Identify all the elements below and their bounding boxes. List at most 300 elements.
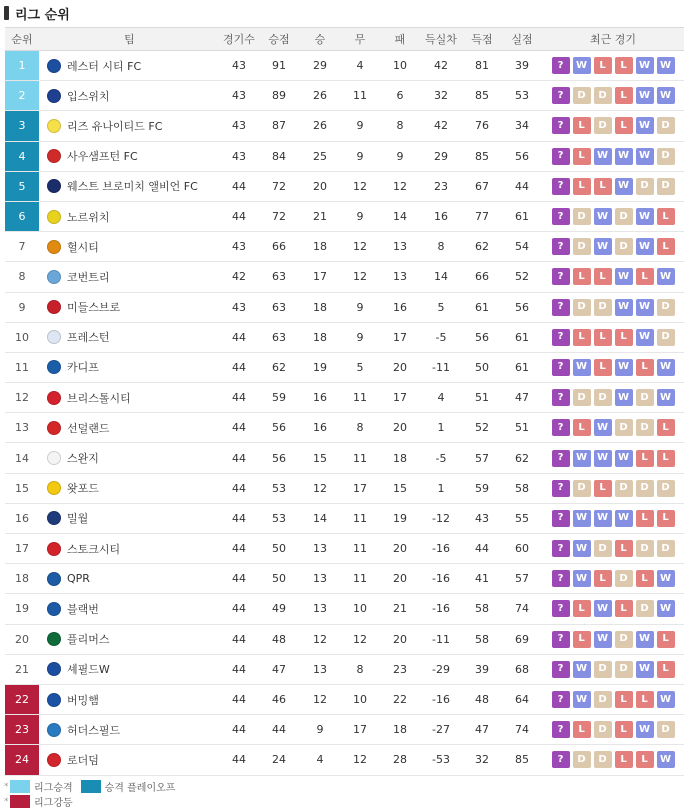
team-name[interactable]: 리즈 유나이티드 FC bbox=[67, 119, 163, 133]
draws-cell: 5 bbox=[340, 352, 380, 382]
team-name[interactable]: 프레스턴 bbox=[67, 331, 110, 345]
form-badge: L bbox=[636, 570, 654, 587]
team-name[interactable]: 미들스브로 bbox=[67, 301, 121, 315]
points-cell: 66 bbox=[258, 232, 300, 262]
draws-cell: 11 bbox=[340, 534, 380, 564]
team-name[interactable]: 플리머스 bbox=[67, 633, 110, 647]
team-cell[interactable] bbox=[39, 624, 220, 654]
games-cell: 44 bbox=[220, 745, 258, 775]
form-badge: L bbox=[594, 268, 612, 285]
form-badge: L bbox=[615, 751, 633, 768]
table-row[interactable] bbox=[5, 534, 684, 564]
form-badge: W bbox=[594, 600, 612, 617]
team-name[interactable]: 카디프 bbox=[67, 361, 99, 375]
next-match-badge[interactable]: ? bbox=[552, 148, 570, 165]
draws-cell: 4 bbox=[340, 51, 380, 81]
next-match-badge[interactable]: ? bbox=[552, 117, 570, 134]
next-match-badge[interactable]: ? bbox=[552, 208, 570, 225]
team-name[interactable]: 선덜랜드 bbox=[67, 421, 110, 435]
table-row[interactable] bbox=[5, 715, 684, 745]
draws-cell: 9 bbox=[340, 141, 380, 171]
form-badge: W bbox=[573, 691, 591, 708]
team-cell[interactable] bbox=[39, 81, 220, 111]
form-badge: D bbox=[594, 661, 612, 678]
goals-for-cell: 61 bbox=[462, 292, 502, 322]
table-row[interactable] bbox=[5, 201, 684, 231]
wins-cell: 25 bbox=[300, 141, 340, 171]
form-badge: D bbox=[657, 721, 675, 738]
form-badge: L bbox=[636, 691, 654, 708]
team-crest-icon bbox=[47, 119, 61, 133]
draws-cell: 10 bbox=[340, 684, 380, 714]
wins-cell: 4 bbox=[300, 745, 340, 775]
team-cell[interactable] bbox=[39, 201, 220, 231]
draws-cell: 9 bbox=[340, 111, 380, 141]
goals-against-cell: 53 bbox=[502, 81, 542, 111]
recent-form-cell bbox=[542, 564, 684, 594]
table-row[interactable] bbox=[5, 81, 684, 111]
rank-cell: 8 bbox=[5, 262, 39, 292]
draws-cell: 11 bbox=[340, 564, 380, 594]
next-match-badge[interactable]: ? bbox=[552, 419, 570, 436]
goals-for-cell: 41 bbox=[462, 564, 502, 594]
team-crest-icon bbox=[47, 240, 61, 254]
next-match-badge[interactable]: ? bbox=[552, 570, 570, 587]
form-badge: W bbox=[594, 208, 612, 225]
form-badge: W bbox=[636, 299, 654, 316]
goals-for-cell: 51 bbox=[462, 383, 502, 413]
team-name[interactable]: 코번트리 bbox=[67, 270, 110, 284]
form-badge: L bbox=[594, 57, 612, 74]
form-badge: W bbox=[636, 117, 654, 134]
draws-cell: 9 bbox=[340, 292, 380, 322]
team-crest-icon bbox=[47, 723, 61, 737]
goals-against-cell: 52 bbox=[502, 262, 542, 292]
form-badge: D bbox=[573, 480, 591, 497]
losses-cell: 6 bbox=[380, 81, 420, 111]
goal-diff-cell: 29 bbox=[420, 141, 462, 171]
table-row[interactable] bbox=[5, 443, 684, 473]
next-match-badge[interactable]: ? bbox=[552, 631, 570, 648]
table-row[interactable] bbox=[5, 473, 684, 503]
goals-against-cell: 74 bbox=[502, 715, 542, 745]
team-name[interactable]: 웨스트 브로미치 앨비언 FC bbox=[67, 180, 198, 194]
team-cell[interactable] bbox=[39, 564, 220, 594]
goals-for-cell: 58 bbox=[462, 594, 502, 624]
games-cell: 44 bbox=[220, 594, 258, 624]
form-badge: D bbox=[636, 389, 654, 406]
team-cell[interactable] bbox=[39, 262, 220, 292]
team-cell[interactable] bbox=[39, 111, 220, 141]
team-cell[interactable] bbox=[39, 322, 220, 352]
rank-cell: 20 bbox=[5, 624, 39, 654]
team-cell[interactable] bbox=[39, 292, 220, 322]
team-cell[interactable] bbox=[39, 352, 220, 382]
losses-cell: 13 bbox=[380, 262, 420, 292]
goal-diff-cell: -29 bbox=[420, 654, 462, 684]
next-match-badge[interactable]: ? bbox=[552, 87, 570, 104]
team-name[interactable]: 스완지 bbox=[67, 452, 99, 466]
form-badge: D bbox=[615, 208, 633, 225]
next-match-badge[interactable]: ? bbox=[552, 751, 570, 768]
wins-cell: 16 bbox=[300, 413, 340, 443]
losses-cell: 19 bbox=[380, 503, 420, 533]
form-badge: W bbox=[573, 540, 591, 557]
goals-against-cell: 64 bbox=[502, 684, 542, 714]
goal-diff-cell: -16 bbox=[420, 564, 462, 594]
goals-for-cell: 57 bbox=[462, 443, 502, 473]
games-cell: 44 bbox=[220, 715, 258, 745]
team-name[interactable]: QPR bbox=[67, 572, 90, 586]
next-match-badge[interactable]: ? bbox=[552, 359, 570, 376]
form-badge: W bbox=[636, 631, 654, 648]
form-badge: D bbox=[636, 419, 654, 436]
goals-for-cell: 76 bbox=[462, 111, 502, 141]
team-name[interactable]: 헐시티 bbox=[67, 240, 99, 254]
team-name[interactable]: 로더덤 bbox=[67, 753, 99, 767]
draws-cell: 11 bbox=[340, 443, 380, 473]
form-badge: L bbox=[573, 117, 591, 134]
form-badge: W bbox=[615, 510, 633, 527]
rank-cell: 19 bbox=[5, 594, 39, 624]
form-badge: W bbox=[615, 450, 633, 467]
table-row[interactable] bbox=[5, 232, 684, 262]
form-badge: L bbox=[615, 540, 633, 557]
goal-diff-cell: 8 bbox=[420, 232, 462, 262]
team-name[interactable]: 사우샘프턴 FC bbox=[67, 150, 138, 164]
draws-cell: 9 bbox=[340, 322, 380, 352]
losses-cell: 20 bbox=[380, 534, 420, 564]
standings-table bbox=[5, 27, 684, 776]
games-cell: 43 bbox=[220, 111, 258, 141]
team-cell[interactable] bbox=[39, 594, 220, 624]
form-badge: L bbox=[573, 329, 591, 346]
next-match-badge[interactable]: ? bbox=[552, 57, 570, 74]
next-match-badge[interactable]: ? bbox=[552, 450, 570, 467]
wins-cell: 9 bbox=[300, 715, 340, 745]
team-cell[interactable] bbox=[39, 51, 220, 81]
goals-against-cell: 58 bbox=[502, 473, 542, 503]
form-badge: L bbox=[573, 268, 591, 285]
draws-cell: 17 bbox=[340, 715, 380, 745]
goals-for-cell: 85 bbox=[462, 141, 502, 171]
form-badge: D bbox=[594, 721, 612, 738]
games-cell: 44 bbox=[220, 201, 258, 231]
col-header-team: 팀 bbox=[39, 28, 220, 51]
legend-swatch-relegation bbox=[10, 795, 30, 808]
goals-against-cell: 34 bbox=[502, 111, 542, 141]
legend-item-promotion: * 리그승격 승격 플레이오프 bbox=[4, 779, 175, 794]
table-row[interactable] bbox=[5, 322, 684, 352]
next-match-badge[interactable]: ? bbox=[552, 510, 570, 527]
rank-cell: 22 bbox=[5, 684, 39, 714]
col-header-recent-form: 최근 경기 bbox=[542, 28, 684, 51]
games-cell: 42 bbox=[220, 262, 258, 292]
next-match-badge[interactable]: ? bbox=[552, 540, 570, 557]
team-cell[interactable] bbox=[39, 654, 220, 684]
table-row[interactable] bbox=[5, 352, 684, 382]
wins-cell: 16 bbox=[300, 383, 340, 413]
wins-cell: 13 bbox=[300, 654, 340, 684]
games-cell: 43 bbox=[220, 232, 258, 262]
form-badge: L bbox=[573, 631, 591, 648]
form-badge: W bbox=[573, 510, 591, 527]
recent-form-cell bbox=[542, 81, 684, 111]
form-badge: W bbox=[636, 87, 654, 104]
team-cell[interactable] bbox=[39, 684, 220, 714]
wins-cell: 26 bbox=[300, 111, 340, 141]
team-cell[interactable] bbox=[39, 534, 220, 564]
team-crest-icon bbox=[47, 360, 61, 374]
col-header-points: 승점 bbox=[258, 28, 300, 51]
goals-against-cell: 39 bbox=[502, 51, 542, 81]
next-match-badge[interactable]: ? bbox=[552, 480, 570, 497]
table-row[interactable] bbox=[5, 171, 684, 201]
form-badge: D bbox=[657, 329, 675, 346]
goals-for-cell: 43 bbox=[462, 503, 502, 533]
form-badge: W bbox=[573, 570, 591, 587]
goal-diff-cell: -16 bbox=[420, 684, 462, 714]
points-cell: 91 bbox=[258, 51, 300, 81]
recent-form-cell bbox=[542, 141, 684, 171]
table-row[interactable] bbox=[5, 654, 684, 684]
points-cell: 49 bbox=[258, 594, 300, 624]
team-name[interactable]: 레스터 시티 FC bbox=[67, 59, 142, 73]
losses-cell: 22 bbox=[380, 684, 420, 714]
form-badge: L bbox=[657, 419, 675, 436]
team-name[interactable]: 브리스톨시티 bbox=[67, 391, 131, 405]
team-cell[interactable] bbox=[39, 715, 220, 745]
team-name[interactable]: 셰필드W bbox=[67, 663, 110, 677]
team-name[interactable]: 버밍햄 bbox=[67, 693, 99, 707]
form-badge: W bbox=[594, 631, 612, 648]
legend bbox=[4, 779, 175, 809]
table-row[interactable] bbox=[5, 413, 684, 443]
recent-form-cell bbox=[542, 292, 684, 322]
rank-cell: 21 bbox=[5, 654, 39, 684]
draws-cell: 11 bbox=[340, 383, 380, 413]
form-badge: D bbox=[573, 389, 591, 406]
wins-cell: 15 bbox=[300, 443, 340, 473]
next-match-badge[interactable]: ? bbox=[552, 600, 570, 617]
next-match-badge[interactable]: ? bbox=[552, 389, 570, 406]
losses-cell: 10 bbox=[380, 51, 420, 81]
goals-against-cell: 61 bbox=[502, 352, 542, 382]
next-match-badge[interactable]: ? bbox=[552, 268, 570, 285]
team-name[interactable]: 왓포드 bbox=[67, 482, 99, 496]
legend-item-relegation: * 리그강등 bbox=[4, 794, 175, 809]
team-crest-icon bbox=[47, 451, 61, 465]
recent-form-cell bbox=[542, 352, 684, 382]
next-match-badge[interactable]: ? bbox=[552, 178, 570, 195]
form-badge: L bbox=[636, 450, 654, 467]
form-badge: L bbox=[615, 721, 633, 738]
form-badge: D bbox=[573, 238, 591, 255]
rank-cell: 7 bbox=[5, 232, 39, 262]
games-cell: 44 bbox=[220, 171, 258, 201]
table-row[interactable] bbox=[5, 503, 684, 533]
team-cell[interactable] bbox=[39, 171, 220, 201]
goals-for-cell: 44 bbox=[462, 534, 502, 564]
losses-cell: 23 bbox=[380, 654, 420, 684]
points-cell: 46 bbox=[258, 684, 300, 714]
draws-cell: 8 bbox=[340, 654, 380, 684]
team-name[interactable]: 밀월 bbox=[67, 512, 89, 526]
recent-form-cell bbox=[542, 383, 684, 413]
rank-cell: 16 bbox=[5, 503, 39, 533]
losses-cell: 18 bbox=[380, 443, 420, 473]
col-header-goal-diff: 득실차 bbox=[420, 28, 462, 51]
points-cell: 87 bbox=[258, 111, 300, 141]
goals-for-cell: 67 bbox=[462, 171, 502, 201]
losses-cell: 20 bbox=[380, 352, 420, 382]
team-cell[interactable] bbox=[39, 443, 220, 473]
team-name[interactable]: 블랙번 bbox=[67, 602, 99, 616]
goal-diff-cell: 23 bbox=[420, 171, 462, 201]
team-cell[interactable] bbox=[39, 503, 220, 533]
rank-cell: 3 bbox=[5, 111, 39, 141]
recent-form-cell bbox=[542, 503, 684, 533]
points-cell: 56 bbox=[258, 443, 300, 473]
goals-for-cell: 77 bbox=[462, 201, 502, 231]
form-badge: L bbox=[594, 329, 612, 346]
team-name[interactable]: 스토크시티 bbox=[67, 542, 121, 556]
table-row[interactable] bbox=[5, 594, 684, 624]
rank-cell: 24 bbox=[5, 745, 39, 775]
form-badge: W bbox=[657, 751, 675, 768]
team-cell[interactable] bbox=[39, 232, 220, 262]
form-badge: L bbox=[573, 419, 591, 436]
table-row[interactable] bbox=[5, 292, 684, 322]
form-badge: W bbox=[657, 691, 675, 708]
form-badge: L bbox=[594, 570, 612, 587]
col-header-losses: 패 bbox=[380, 28, 420, 51]
games-cell: 44 bbox=[220, 503, 258, 533]
goals-for-cell: 66 bbox=[462, 262, 502, 292]
recent-form-cell bbox=[542, 262, 684, 292]
form-badge: D bbox=[594, 87, 612, 104]
goals-against-cell: 54 bbox=[502, 232, 542, 262]
games-cell: 44 bbox=[220, 352, 258, 382]
points-cell: 56 bbox=[258, 413, 300, 443]
games-cell: 44 bbox=[220, 684, 258, 714]
wins-cell: 13 bbox=[300, 564, 340, 594]
wins-cell: 19 bbox=[300, 352, 340, 382]
next-match-badge[interactable]: ? bbox=[552, 661, 570, 678]
form-badge: W bbox=[615, 299, 633, 316]
games-cell: 44 bbox=[220, 534, 258, 564]
games-cell: 43 bbox=[220, 81, 258, 111]
team-cell[interactable] bbox=[39, 141, 220, 171]
form-badge: L bbox=[657, 661, 675, 678]
wins-cell: 12 bbox=[300, 684, 340, 714]
points-cell: 47 bbox=[258, 654, 300, 684]
form-badge: W bbox=[615, 389, 633, 406]
losses-cell: 17 bbox=[380, 322, 420, 352]
form-badge: D bbox=[615, 570, 633, 587]
team-crest-icon bbox=[47, 421, 61, 435]
goals-against-cell: 56 bbox=[502, 141, 542, 171]
team-crest-icon bbox=[47, 330, 61, 344]
wins-cell: 26 bbox=[300, 81, 340, 111]
form-badge: W bbox=[636, 661, 654, 678]
table-row[interactable] bbox=[5, 624, 684, 654]
wins-cell: 29 bbox=[300, 51, 340, 81]
team-crest-icon bbox=[47, 89, 61, 103]
goals-against-cell: 85 bbox=[502, 745, 542, 775]
team-name[interactable]: 노르위치 bbox=[67, 210, 110, 224]
next-match-badge[interactable]: ? bbox=[552, 721, 570, 738]
team-cell[interactable] bbox=[39, 383, 220, 413]
points-cell: 72 bbox=[258, 171, 300, 201]
form-badge: L bbox=[594, 480, 612, 497]
recent-form-cell bbox=[542, 322, 684, 352]
games-cell: 44 bbox=[220, 624, 258, 654]
goal-diff-cell: -12 bbox=[420, 503, 462, 533]
next-match-badge[interactable]: ? bbox=[552, 299, 570, 316]
games-cell: 43 bbox=[220, 141, 258, 171]
wins-cell: 20 bbox=[300, 171, 340, 201]
team-cell[interactable] bbox=[39, 473, 220, 503]
wins-cell: 13 bbox=[300, 534, 340, 564]
form-badge: W bbox=[594, 148, 612, 165]
draws-cell: 11 bbox=[340, 81, 380, 111]
next-match-badge[interactable]: ? bbox=[552, 691, 570, 708]
team-name[interactable]: 허더스필드 bbox=[67, 723, 121, 737]
goal-diff-cell: 42 bbox=[420, 51, 462, 81]
form-badge: W bbox=[636, 208, 654, 225]
legend-label-promotion: 리그승격 bbox=[34, 783, 73, 794]
table-row[interactable] bbox=[5, 141, 684, 171]
goal-diff-cell: -5 bbox=[420, 443, 462, 473]
points-cell: 63 bbox=[258, 292, 300, 322]
team-crest-icon bbox=[47, 662, 61, 676]
goals-for-cell: 59 bbox=[462, 473, 502, 503]
goals-for-cell: 58 bbox=[462, 624, 502, 654]
next-match-badge[interactable]: ? bbox=[552, 329, 570, 346]
form-badge: W bbox=[636, 721, 654, 738]
form-badge: L bbox=[615, 87, 633, 104]
team-cell[interactable] bbox=[39, 745, 220, 775]
form-badge: D bbox=[594, 389, 612, 406]
table-row[interactable] bbox=[5, 684, 684, 714]
table-row[interactable] bbox=[5, 564, 684, 594]
goal-diff-cell: 42 bbox=[420, 111, 462, 141]
form-badge: W bbox=[657, 570, 675, 587]
team-name[interactable]: 입스위치 bbox=[67, 89, 110, 103]
next-match-badge[interactable]: ? bbox=[552, 238, 570, 255]
points-cell: 50 bbox=[258, 534, 300, 564]
goals-for-cell: 62 bbox=[462, 232, 502, 262]
goals-against-cell: 51 bbox=[502, 413, 542, 443]
team-cell[interactable] bbox=[39, 413, 220, 443]
goal-diff-cell: -27 bbox=[420, 715, 462, 745]
losses-cell: 20 bbox=[380, 413, 420, 443]
form-badge: D bbox=[636, 600, 654, 617]
form-badge: D bbox=[657, 148, 675, 165]
table-row[interactable] bbox=[5, 111, 684, 141]
table-row[interactable] bbox=[5, 745, 684, 775]
section-header bbox=[4, 3, 70, 23]
table-row[interactable] bbox=[5, 383, 684, 413]
form-badge: D bbox=[636, 540, 654, 557]
table-row[interactable] bbox=[5, 51, 684, 81]
rank-cell: 14 bbox=[5, 443, 39, 473]
recent-form-cell bbox=[542, 201, 684, 231]
points-cell: 62 bbox=[258, 352, 300, 382]
table-row[interactable] bbox=[5, 262, 684, 292]
draws-cell: 8 bbox=[340, 413, 380, 443]
